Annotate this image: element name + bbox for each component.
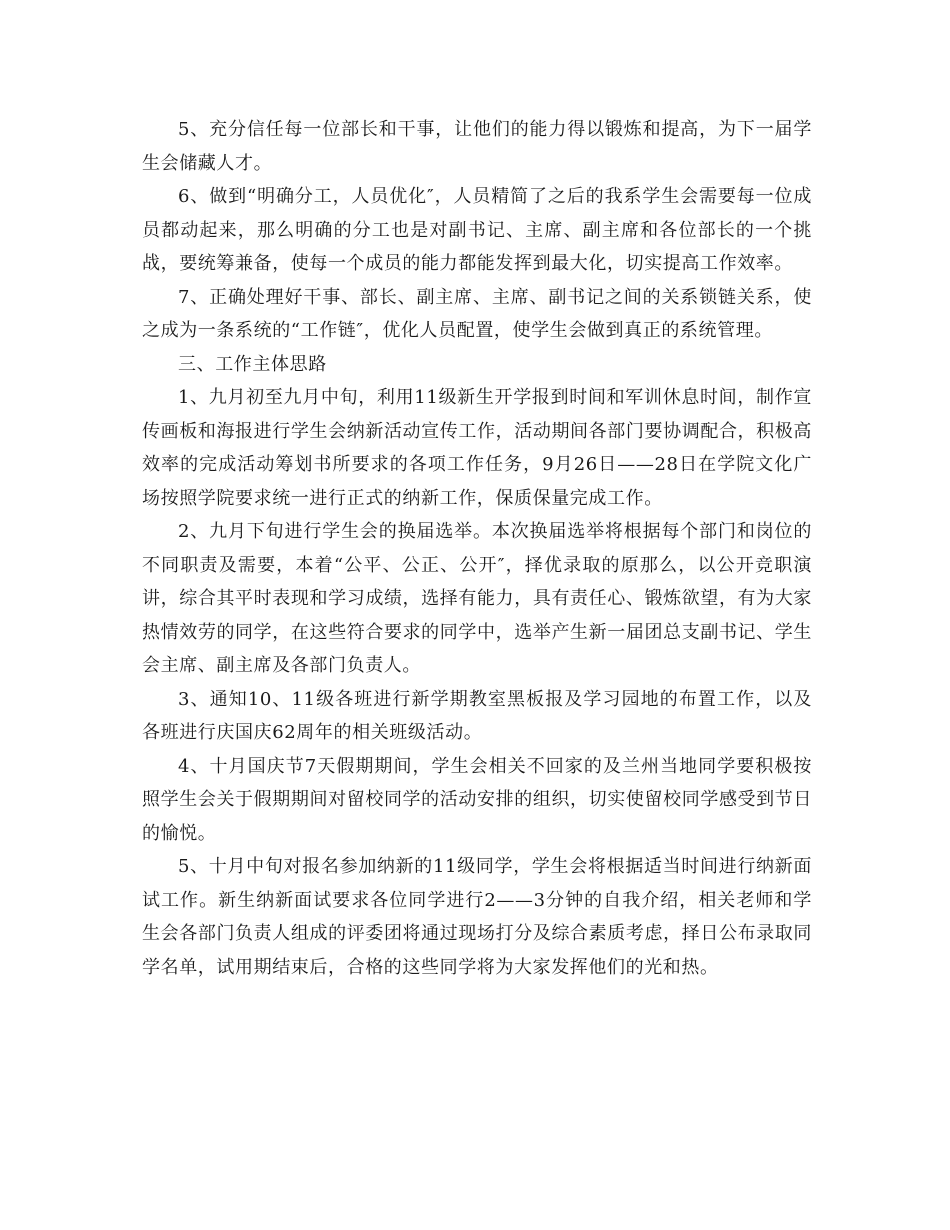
- paragraph-plan-3-blackboard: 3、通知10、11级各班进行新学期教室黑板报及学习园地的布置工作，以及各班进行庆国庆62周年的相关班级活动。: [142, 688, 812, 743]
- section-heading-work-ideas: 三、工作主体思路: [178, 353, 327, 375]
- paragraph-plan-1-recruitment: 1、九月初至九月中旬，利用11级新生开学报到时间和军训休息时间，制作宣传画板和海报进行学生会纳新活动宣传工作，活动期间各部门要协调配合，积极高效率的完成活动筹划书所要求的各项工作任务，9月26日——28日在学院文化广场按照学院要求统一进行正式的纳新工作，保质保量完成工作。: [142, 387, 812, 509]
- paragraph-item-5-trust: 5、充分信任每一位部长和干事，让他们的能力得以锻炼和提高，为下一届学生会储藏人才。: [142, 119, 812, 174]
- paragraph-plan-5-interview: 5、十月中旬对报名参加纳新的11级同学，学生会将根据适当时间进行纳新面试工作。新生纳新面试要求各位同学进行2——3分钟的自我介绍，相关老师和学生会各部门负责人组成的评委团将通过现场打分及综合素质考虑，择日公布录取同学名单，试用期结束后，合格的这些同学将为大家发挥他们的光和热。: [142, 856, 812, 978]
- paragraph-item-7-work-chain: 7、正确处理好干事、部长、副主席、主席、副书记之间的关系锁链关系，使之成为一条系统的“工作链″，优化人员配置，使学生会做到真正的系统管理。: [142, 286, 812, 341]
- paragraph-item-6-division: 6、做到“明确分工，人员优化″，人员精简了之后的我系学生会需要每一位成员都动起来，那么明确的分工也是对副书记、主席、副主席和各位部长的一个挑战，要统筹兼备，使每一个成员的能力都能发挥到最大化，切实提高工作效率。: [142, 186, 812, 274]
- paragraph-plan-4-holiday: 4、十月国庆节7天假期期间，学生会相关不回家的及兰州当地同学要积极按照学生会关于假期期间对留校同学的活动安排的组织，切实使留校同学感受到节日的愉悦。: [142, 755, 812, 844]
- paragraph-plan-2-election: 2、九月下旬进行学生会的换届选举。本次换届选举将根据每个部门和岗位的不同职责及需要，本着“公平、公正、公开″，择优录取的原那么，以公开竞职演讲，综合其平时表现和学习成绩，选择有能力，具有责任心、锻炼欲望，有为大家热情效劳的同学，在这些符合要求的同学中，选举产生新一届团总支副书记、学生会主席、副主席及各部门负责人。: [142, 521, 812, 676]
- document-body: [142, 113, 812, 984]
